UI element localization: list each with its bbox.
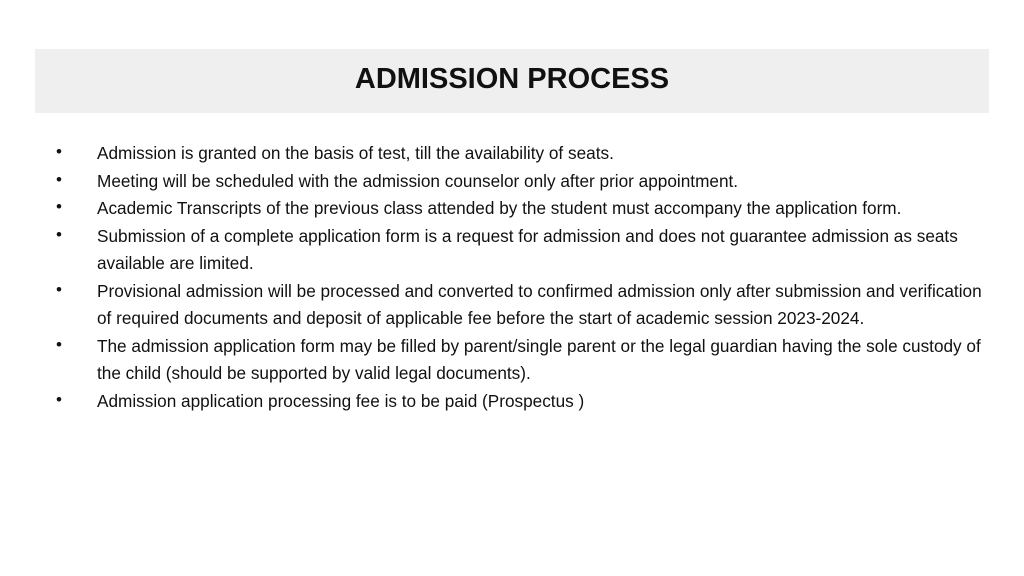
list-item-text: Submission of a complete application form is a request for admission and does not guarantee admission as seats available are limited.	[97, 225, 958, 273]
list-item	[56, 140, 986, 168]
bullet-icon: •	[56, 279, 62, 299]
list-item	[56, 333, 986, 388]
admission-rules-list	[56, 140, 986, 415]
list-item-text: The admission application form may be filled by parent/single parent or the legal guardian having the sole custody of the child (should be supported by valid legal documents).	[97, 335, 981, 383]
bullet-icon: •	[56, 224, 62, 244]
list-item	[56, 388, 986, 416]
list-item	[56, 278, 986, 333]
list-item	[56, 195, 986, 223]
bullet-icon: •	[56, 334, 62, 354]
slide-title: ADMISSION PROCESS	[354, 62, 670, 95]
list-item-text: Admission application processing fee is to be paid (Prospectus )	[97, 390, 585, 411]
list-item-text: Academic Transcripts of the previous class attended by the student must accompany the application form.	[97, 198, 902, 218]
bullet-icon: •	[56, 169, 62, 189]
list-item-text: Meeting will be scheduled with the admission counselor only after prior appointment.	[97, 170, 739, 191]
bullet-icon: •	[56, 389, 62, 409]
list-item	[56, 168, 986, 196]
bullet-icon: •	[56, 142, 62, 161]
title-banner	[35, 49, 989, 113]
bullet-icon: •	[56, 197, 62, 216]
list-item-text: Provisional admission will be processed and converted to confirmed admission only after submission and verification of required documents and deposit of applicable fee before the start of academic session 2023-2024.	[97, 280, 982, 328]
list-item	[56, 223, 986, 278]
list-item-text: Admission is granted on the basis of test, till the availability of seats.	[97, 143, 614, 163]
